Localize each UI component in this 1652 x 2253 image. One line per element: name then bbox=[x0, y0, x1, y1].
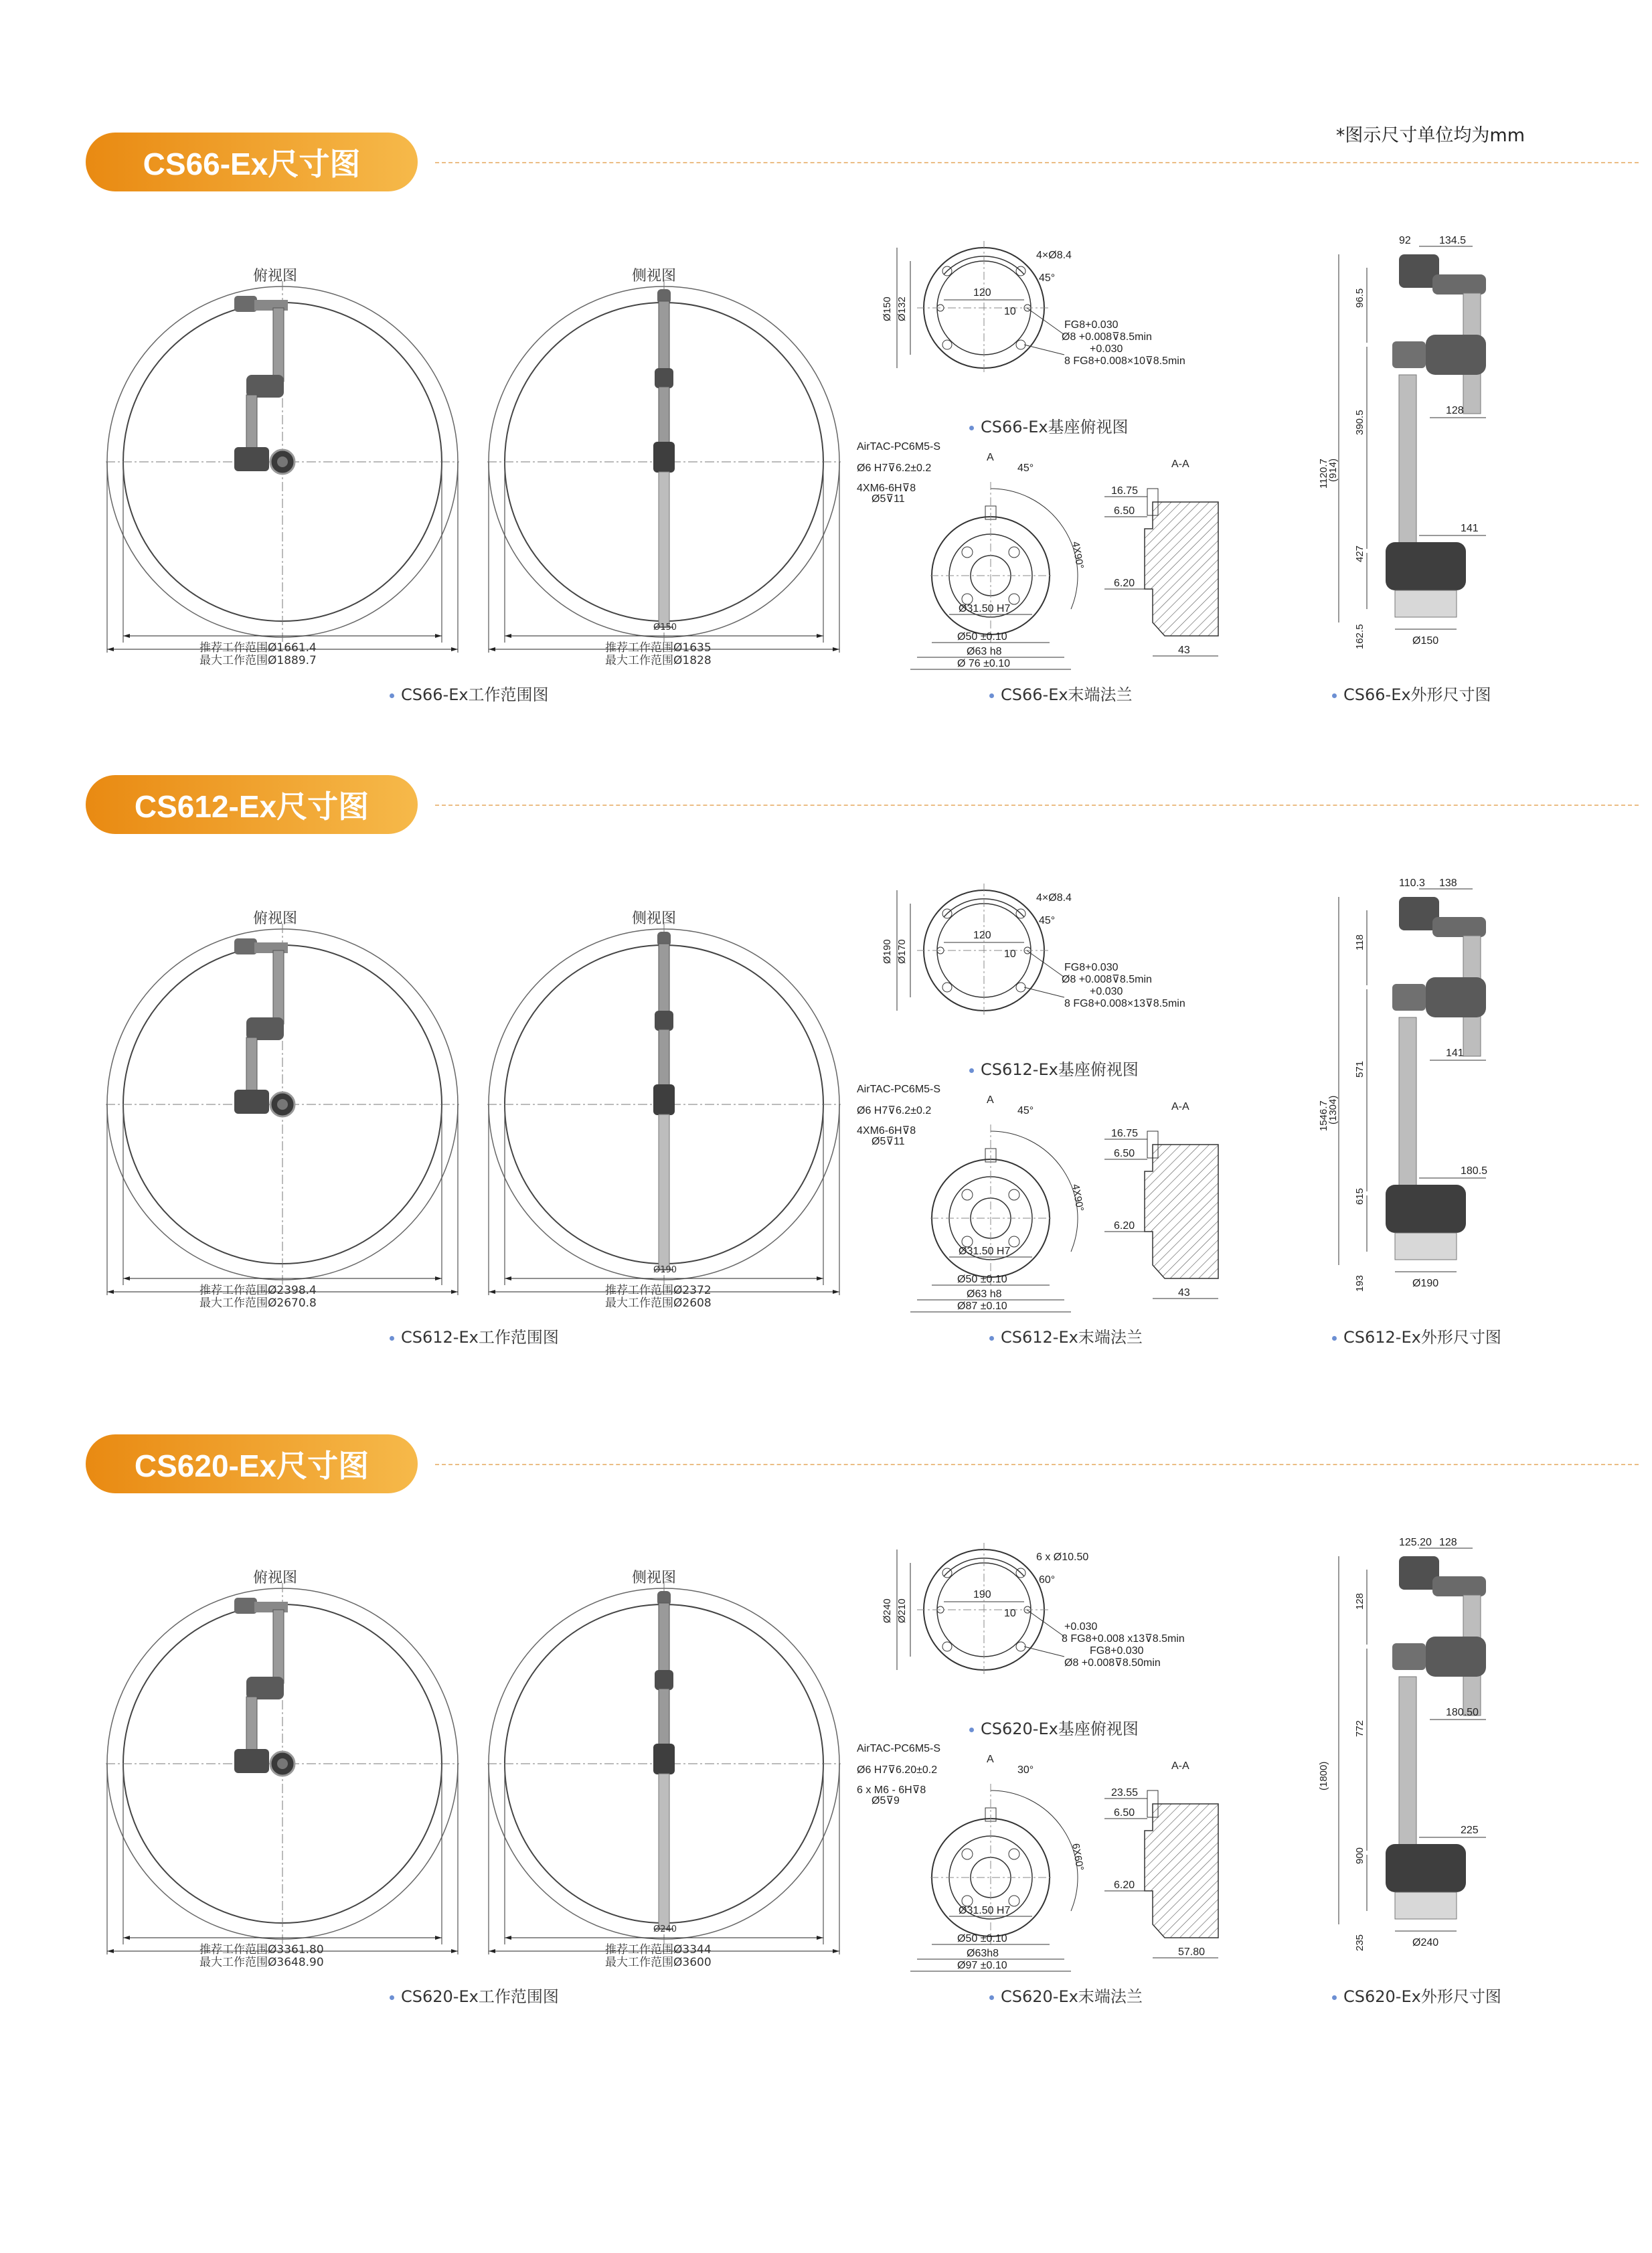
base-fit2-line2: 8 FG8+0.008×13⊽8.5min bbox=[1064, 998, 1185, 1009]
robot-arm-top bbox=[234, 938, 295, 1116]
base-angle-dim: 60° bbox=[1039, 1574, 1056, 1586]
outline-total-height: 1120.7 bbox=[1318, 458, 1329, 489]
top-view-workspace bbox=[100, 1583, 475, 1965]
section-label: A-A bbox=[1171, 458, 1189, 470]
outline-vertical-dim-1: 96.5 bbox=[1354, 288, 1366, 308]
range-caption: CS620-Ex工作范围图 bbox=[390, 1983, 559, 2007]
flange-drawing bbox=[857, 442, 1138, 683]
flange-spigot-dim: Ø63 h8 bbox=[967, 1288, 1002, 1300]
top-view-recommended-range: 推荐工作范围Ø3361.80 bbox=[199, 1943, 324, 1956]
base-outer-diameter: Ø150 bbox=[882, 297, 893, 321]
flange-section-a: A bbox=[987, 452, 994, 463]
base-fit1-line1: +0.030 bbox=[1064, 1621, 1098, 1633]
top-view-recommended-range: 推荐工作范围Ø1661.4 bbox=[199, 641, 317, 655]
section-label: A-A bbox=[1171, 1760, 1189, 1772]
bullet-icon bbox=[989, 693, 994, 698]
top-view-workspace bbox=[100, 281, 475, 663]
side-view-base-diameter: Ø150 bbox=[653, 622, 677, 633]
outline-total-height: (1800) bbox=[1318, 1761, 1329, 1790]
top-view-max-range: 最大工作范围Ø2670.8 bbox=[199, 1297, 317, 1310]
base-angle-dim: 45° bbox=[1039, 272, 1056, 284]
base-width-dim: 190 bbox=[973, 1589, 991, 1600]
base-fit2-line1: +0.030 bbox=[1090, 343, 1123, 355]
base-fit2-line1: FG8+0.030 bbox=[1090, 1645, 1144, 1657]
outline-total-height-ref: (914) bbox=[1327, 458, 1339, 482]
bullet-icon bbox=[969, 1728, 974, 1732]
range-caption: CS66-Ex工作范围图 bbox=[390, 681, 549, 705]
flange-outer-dim: Ø87 ±0.10 bbox=[957, 1301, 1007, 1312]
flange-spigot-dim: Ø63 h8 bbox=[967, 646, 1002, 657]
top-view-max-range: 最大工作范围Ø1889.7 bbox=[199, 654, 317, 667]
bullet-icon bbox=[390, 1995, 394, 2000]
section-dim-2: 6.50 bbox=[1114, 1148, 1135, 1159]
base-fit1-line2: Ø8 +0.008⊽8.5min bbox=[1062, 331, 1152, 343]
flange-angle: 30° bbox=[1017, 1764, 1034, 1776]
section-dim-4: 43 bbox=[1178, 1287, 1190, 1299]
range-caption: CS612-Ex工作范围图 bbox=[390, 1324, 559, 1347]
robot-arm-top bbox=[234, 1598, 295, 1776]
section-divider bbox=[435, 162, 1639, 163]
outline-top-dim-1: 125.20 bbox=[1399, 1537, 1432, 1548]
flange-angle-pattern: 6X60° bbox=[1070, 1842, 1086, 1872]
top-view-label: 俯视图 bbox=[253, 1570, 298, 1586]
side-view-label: 侧视图 bbox=[632, 268, 677, 284]
outline-vertical-dim-4: 193 bbox=[1354, 1274, 1366, 1292]
base-top-view-drawing bbox=[863, 234, 1238, 408]
bullet-icon bbox=[390, 693, 394, 698]
flange-air-fitting: AirTAC-PC6M5-S bbox=[857, 441, 941, 452]
dimension-section-3 bbox=[0, 1429, 1652, 2098]
section-dim-3: 6.20 bbox=[1114, 1220, 1135, 1232]
section-dim-2: 6.50 bbox=[1114, 505, 1135, 517]
flange-pin-dim: Ø6 H7⊽6.2±0.2 bbox=[857, 463, 932, 474]
flange-thread-depth: Ø5⊽9 bbox=[872, 1795, 900, 1807]
side-view-max-range: 最大工作范围Ø2608 bbox=[605, 1297, 712, 1310]
base-inner-diameter: Ø210 bbox=[896, 1598, 908, 1623]
base-outer-diameter: Ø190 bbox=[882, 939, 893, 964]
side-view-label: 侧视图 bbox=[632, 910, 677, 927]
outline-vertical-dim-2: 390.5 bbox=[1354, 410, 1366, 435]
base-fit2-line2: Ø8 +0.008⊽8.50min bbox=[1064, 1657, 1161, 1669]
flange-drawing bbox=[857, 1084, 1138, 1325]
section-dim-1: 23.55 bbox=[1111, 1787, 1139, 1799]
flange-pcd-dim: Ø50 ±0.10 bbox=[957, 631, 1007, 643]
dimension-section-2 bbox=[0, 770, 1652, 1439]
section-aa-drawing bbox=[1104, 1098, 1238, 1312]
base-top-view-drawing bbox=[863, 877, 1238, 1051]
base-fit2-line2: 8 FG8+0.008×10⊽8.5min bbox=[1064, 355, 1185, 367]
top-view-recommended-range: 推荐工作范围Ø2398.4 bbox=[199, 1284, 317, 1297]
outline-top-dim-2: 128 bbox=[1439, 1537, 1457, 1548]
flange-pcd-dim: Ø50 ±0.10 bbox=[957, 1933, 1007, 1944]
top-view-label: 俯视图 bbox=[253, 910, 298, 927]
outline-total-height: 1546.7 bbox=[1318, 1100, 1329, 1131]
top-view-max-range: 最大工作范围Ø3648.90 bbox=[199, 1956, 324, 1969]
flange-angle-pattern: 4X90° bbox=[1070, 1183, 1086, 1213]
outline-drawing bbox=[1312, 877, 1540, 1319]
flange-pin-dim: Ø6 H7⊽6.20±0.2 bbox=[857, 1764, 938, 1776]
flange-bore-dim: Ø31.50 H7 bbox=[959, 1246, 1011, 1257]
section-dim-1: 16.75 bbox=[1111, 485, 1139, 497]
bullet-icon bbox=[969, 426, 974, 430]
flange-drawing bbox=[857, 1744, 1138, 1985]
side-view-max-range: 最大工作范围Ø1828 bbox=[605, 654, 712, 667]
bullet-icon bbox=[390, 1336, 394, 1341]
side-view-workspace bbox=[482, 924, 857, 1305]
outline-vertical-dim-1: 118 bbox=[1354, 934, 1366, 950]
flange-bore-dim: Ø31.50 H7 bbox=[959, 1905, 1011, 1916]
robot-arm-top bbox=[234, 296, 295, 474]
side-view-workspace bbox=[482, 1583, 857, 1965]
outline-vertical-dim-1: 128 bbox=[1354, 1592, 1366, 1610]
flange-air-fitting: AirTAC-PC6M5-S bbox=[857, 1084, 941, 1095]
flange-angle: 45° bbox=[1017, 1105, 1034, 1116]
outline-vertical-dim-2: 571 bbox=[1354, 1060, 1366, 1078]
side-view-base-diameter: Ø240 bbox=[653, 1924, 677, 1934]
bullet-icon bbox=[1332, 693, 1337, 698]
outline-vertical-dim-4: 235 bbox=[1354, 1934, 1366, 1951]
unit-note: *图示尺寸单位均为mm bbox=[1335, 125, 1525, 146]
outline-drawing bbox=[1312, 1536, 1540, 1978]
flange-angle-pattern: 4X90° bbox=[1070, 540, 1086, 570]
section-dim-4: 57.80 bbox=[1178, 1946, 1206, 1958]
outline-base-diameter: Ø150 bbox=[1412, 635, 1439, 647]
flange-thread-dim: 4XM6-6H⊽8 bbox=[857, 1125, 916, 1137]
flange-outer-dim: Ø97 ±0.10 bbox=[957, 1960, 1007, 1971]
flange-spigot-dim: Ø63h8 bbox=[967, 1948, 999, 1959]
flange-thread-dim: 4XM6-6H⊽8 bbox=[857, 483, 916, 494]
outline-mid-dim-1: 141 bbox=[1446, 1048, 1464, 1059]
section-divider bbox=[435, 805, 1639, 806]
base-holes-dim: 4×Ø8.4 bbox=[1036, 250, 1072, 261]
outline-vertical-dim-3: 427 bbox=[1354, 545, 1366, 562]
section-dim-4: 43 bbox=[1178, 645, 1190, 656]
bullet-icon bbox=[989, 1336, 994, 1341]
outline-top-dim-1: 110.3 bbox=[1399, 878, 1425, 889]
outline-total-height-ref: (1304) bbox=[1327, 1095, 1339, 1124]
base-inner-diameter: Ø132 bbox=[896, 297, 908, 321]
outline-drawing bbox=[1312, 234, 1540, 676]
outline-mid-dim-2: 225 bbox=[1461, 1825, 1479, 1836]
side-view-max-range: 最大工作范围Ø3600 bbox=[605, 1956, 712, 1969]
flange-outer-dim: Ø 76 ±0.10 bbox=[957, 658, 1011, 669]
outline-mid-dim-1: 128 bbox=[1446, 405, 1464, 416]
side-view-workspace bbox=[482, 281, 857, 663]
flange-bore-dim: Ø31.50 H7 bbox=[959, 603, 1011, 614]
robot-arm-side bbox=[653, 1591, 675, 1929]
section-divider bbox=[435, 1464, 1639, 1465]
outline-top-dim-2: 134.5 bbox=[1439, 235, 1467, 246]
flange-thread-dim: 6 x M6 - 6H⊽8 bbox=[857, 1784, 926, 1796]
robot-arm-side bbox=[653, 289, 675, 627]
base-holes-dim: 6 x Ø10.50 bbox=[1036, 1552, 1089, 1563]
flange-angle: 45° bbox=[1017, 463, 1034, 474]
bullet-icon bbox=[989, 1995, 994, 2000]
flange-thread-depth: Ø5⊽11 bbox=[872, 1136, 905, 1147]
bullet-icon bbox=[1332, 1336, 1337, 1341]
flange-caption: CS66-Ex末端法兰 bbox=[989, 681, 1133, 705]
base-height-dim: 10 bbox=[1004, 948, 1016, 960]
outline-mid-dim-1: 180.50 bbox=[1446, 1707, 1479, 1718]
side-view-recommended-range: 推荐工作范围Ø2372 bbox=[605, 1284, 712, 1297]
outline-top-dim-1: 92 bbox=[1399, 235, 1411, 246]
side-view-recommended-range: 推荐工作范围Ø1635 bbox=[605, 641, 712, 655]
section-title: CS620-Ex尺寸图 bbox=[86, 1434, 418, 1493]
outline-caption: CS612-Ex外形尺寸图 bbox=[1332, 1324, 1501, 1347]
section-dim-2: 6.50 bbox=[1114, 1807, 1135, 1819]
base-outer-diameter: Ø240 bbox=[882, 1598, 893, 1623]
base-fit1-line1: FG8+0.030 bbox=[1064, 319, 1119, 331]
section-aa-drawing bbox=[1104, 455, 1238, 669]
top-view-workspace bbox=[100, 924, 475, 1305]
outline-vertical-dim-3: 615 bbox=[1354, 1187, 1366, 1205]
base-fit2-line1: +0.030 bbox=[1090, 986, 1123, 997]
base-fit1-line2: Ø8 +0.008⊽8.5min bbox=[1062, 974, 1152, 985]
base-height-dim: 10 bbox=[1004, 306, 1016, 317]
outline-mid-dim-2: 180.5 bbox=[1461, 1165, 1488, 1177]
dimension-section-1 bbox=[0, 127, 1652, 797]
base-caption: CS612-Ex基座俯视图 bbox=[969, 1056, 1139, 1080]
section-dim-3: 6.20 bbox=[1114, 1880, 1135, 1891]
outline-top-dim-2: 138 bbox=[1439, 878, 1457, 889]
side-view-recommended-range: 推荐工作范围Ø3344 bbox=[605, 1943, 712, 1956]
flange-pcd-dim: Ø50 ±0.10 bbox=[957, 1274, 1007, 1285]
top-view-label: 俯视图 bbox=[253, 268, 298, 284]
flange-air-fitting: AirTAC-PC6M5-S bbox=[857, 1743, 941, 1754]
base-top-view-drawing bbox=[863, 1536, 1238, 1710]
section-title: CS66-Ex尺寸图 bbox=[86, 133, 418, 191]
base-holes-dim: 4×Ø8.4 bbox=[1036, 892, 1072, 904]
base-caption: CS66-Ex基座俯视图 bbox=[969, 414, 1129, 437]
flange-section-a: A bbox=[987, 1754, 994, 1765]
bullet-icon bbox=[1332, 1995, 1337, 2000]
base-angle-dim: 45° bbox=[1039, 915, 1056, 926]
outline-base-diameter: Ø240 bbox=[1412, 1937, 1439, 1948]
base-inner-diameter: Ø170 bbox=[896, 939, 908, 964]
base-caption: CS620-Ex基座俯视图 bbox=[969, 1716, 1139, 1739]
bullet-icon bbox=[969, 1068, 974, 1073]
base-fit1-line2: 8 FG8+0.008 x13⊽8.5min bbox=[1062, 1633, 1185, 1645]
outline-vertical-dim-2: 772 bbox=[1354, 1720, 1366, 1737]
section-dim-1: 16.75 bbox=[1111, 1128, 1139, 1139]
flange-section-a: A bbox=[987, 1094, 994, 1106]
outline-vertical-dim-3: 900 bbox=[1354, 1847, 1366, 1864]
base-height-dim: 10 bbox=[1004, 1608, 1016, 1619]
section-title: CS612-Ex尺寸图 bbox=[86, 775, 418, 834]
base-width-dim: 120 bbox=[973, 930, 991, 941]
side-view-label: 侧视图 bbox=[632, 1570, 677, 1586]
section-aa-drawing bbox=[1104, 1757, 1238, 1971]
robot-arm-side bbox=[653, 932, 675, 1270]
flange-pin-dim: Ø6 H7⊽6.2±0.2 bbox=[857, 1105, 932, 1116]
flange-thread-depth: Ø5⊽11 bbox=[872, 493, 905, 505]
section-dim-3: 6.20 bbox=[1114, 578, 1135, 589]
outline-vertical-dim-4: 162.5 bbox=[1354, 624, 1366, 649]
outline-base-diameter: Ø190 bbox=[1412, 1278, 1439, 1289]
outline-caption: CS620-Ex外形尺寸图 bbox=[1332, 1983, 1501, 2007]
outline-caption: CS66-Ex外形尺寸图 bbox=[1332, 681, 1491, 705]
base-fit1-line1: FG8+0.030 bbox=[1064, 962, 1119, 973]
side-view-base-diameter: Ø190 bbox=[653, 1265, 677, 1275]
section-label: A-A bbox=[1171, 1101, 1189, 1112]
flange-caption: CS620-Ex末端法兰 bbox=[989, 1983, 1143, 2007]
outline-mid-dim-2: 141 bbox=[1461, 523, 1479, 534]
flange-caption: CS612-Ex末端法兰 bbox=[989, 1324, 1143, 1347]
base-width-dim: 120 bbox=[973, 287, 991, 299]
